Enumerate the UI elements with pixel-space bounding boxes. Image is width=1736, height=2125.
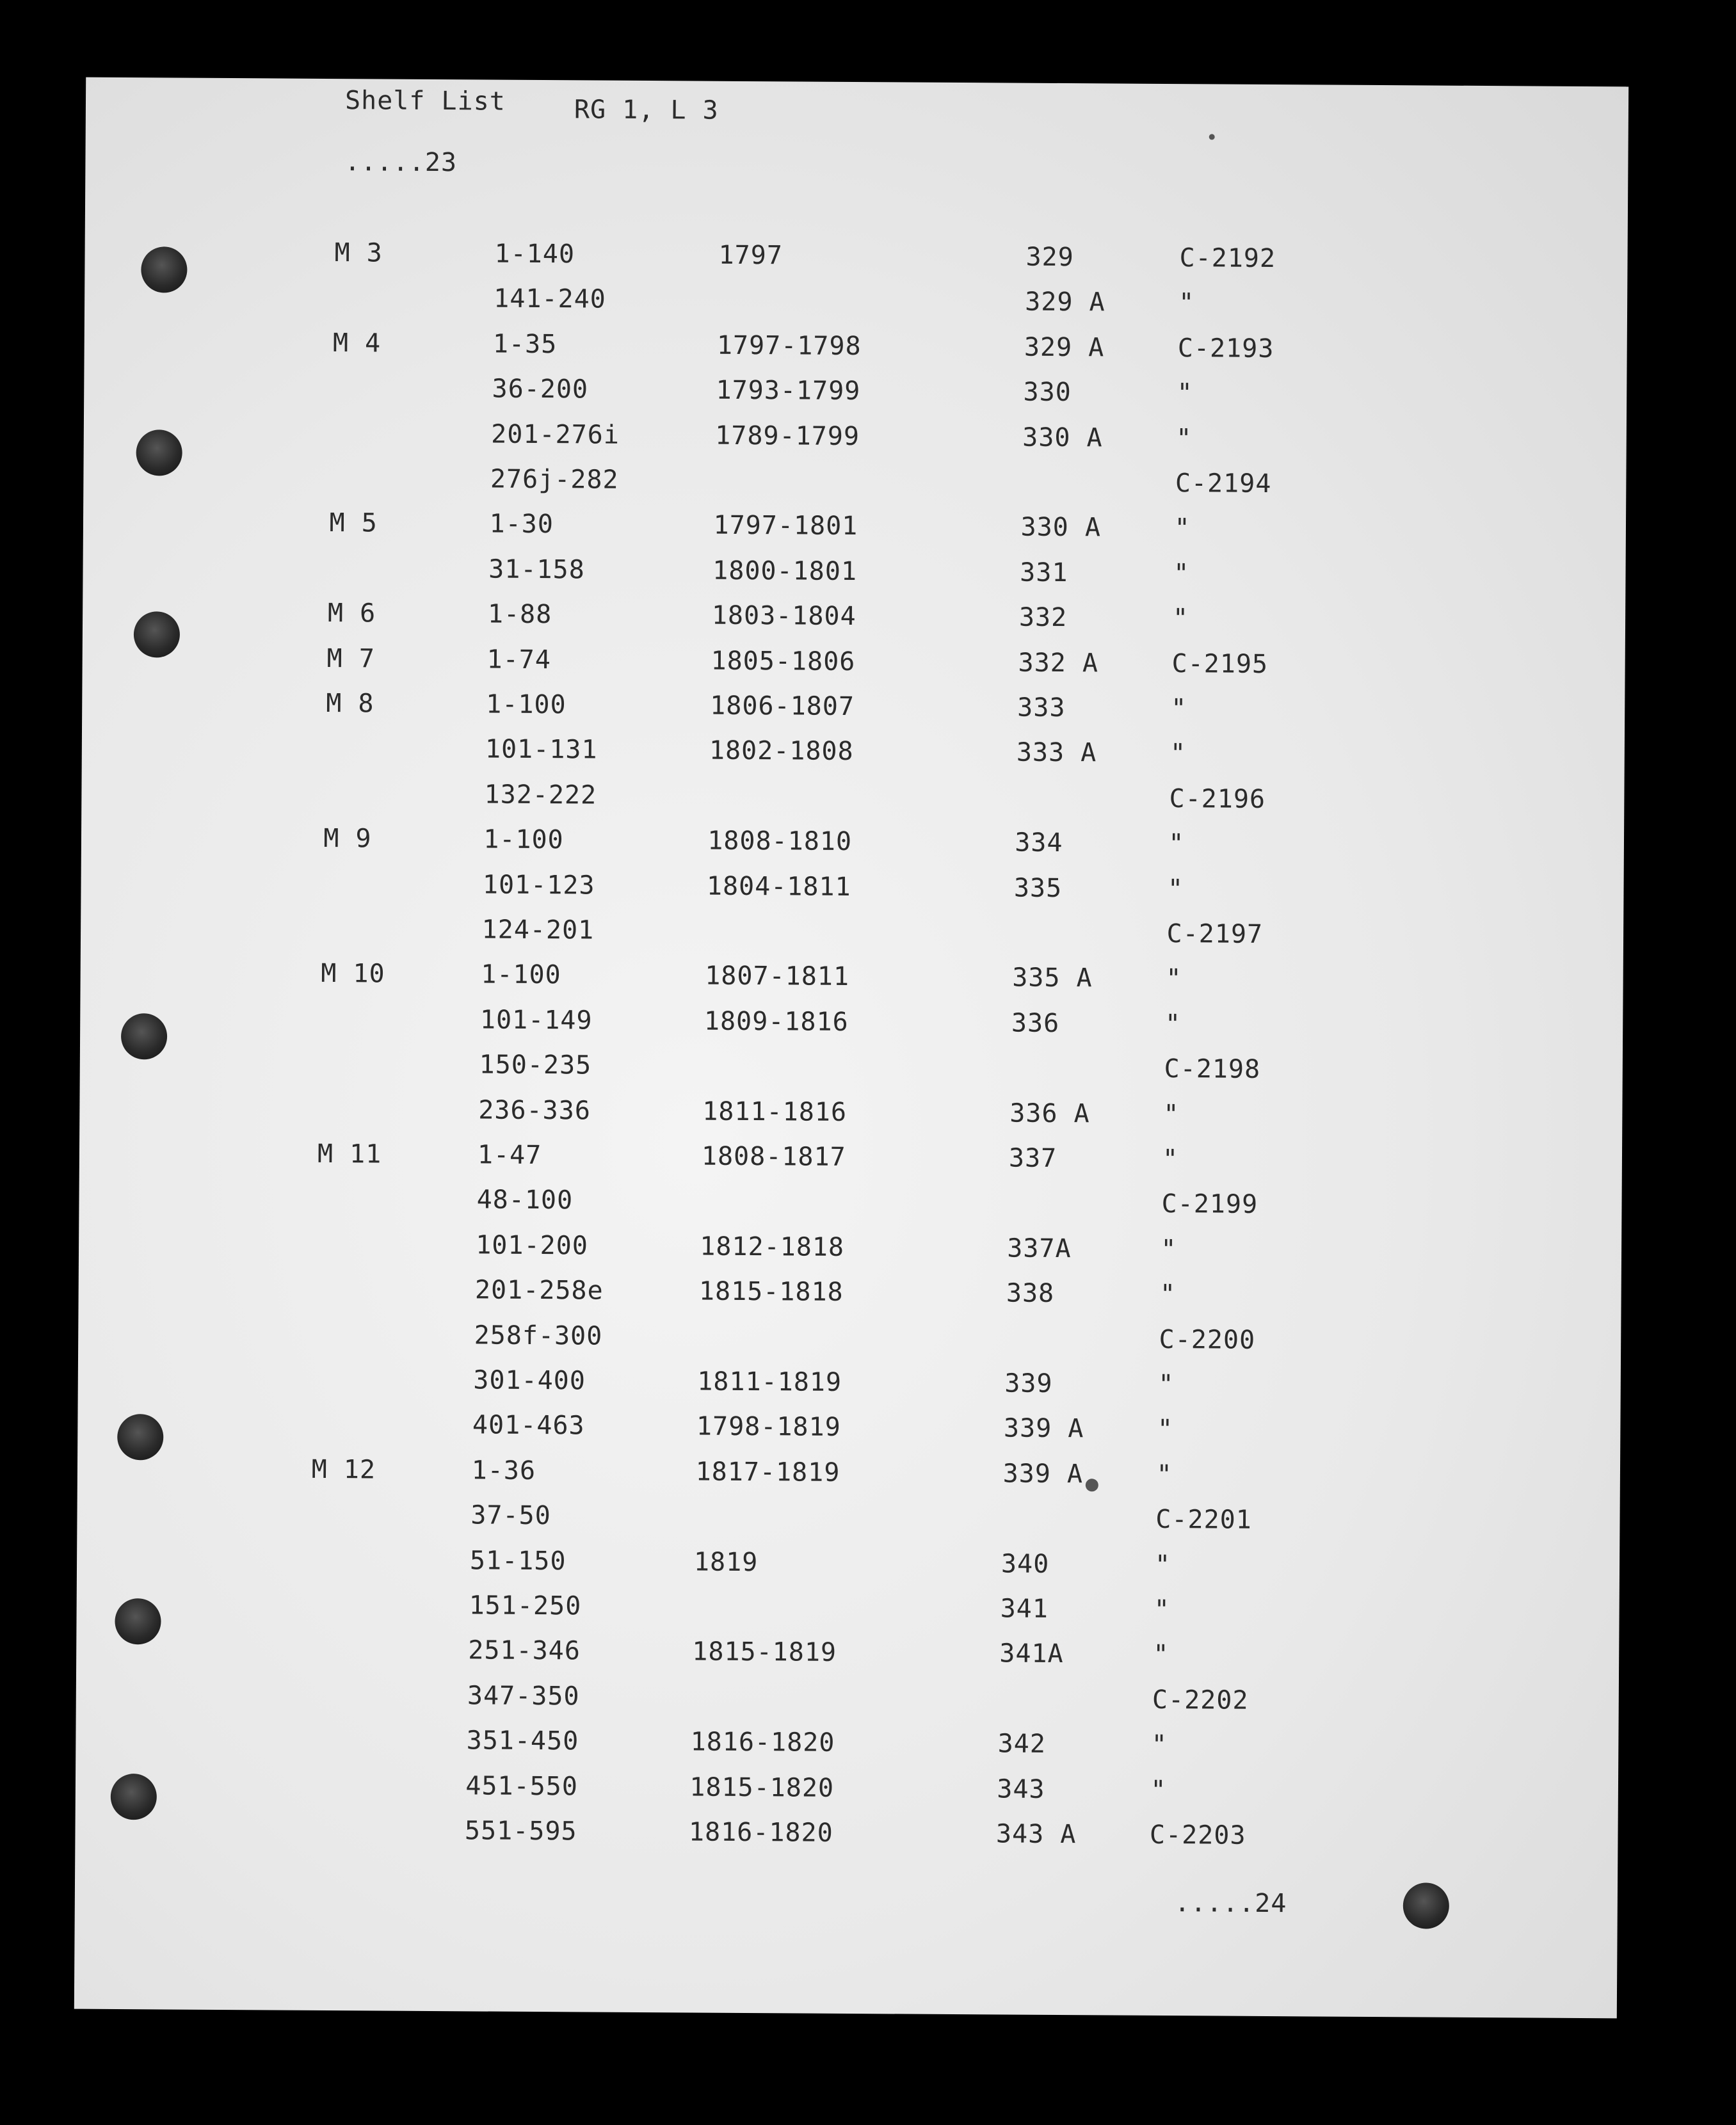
range-cell: 201-258e <box>474 1275 604 1306</box>
reel-cell: " <box>1173 558 1190 589</box>
range-cell: 132-222 <box>484 780 597 810</box>
volume-cell: 342 <box>997 1729 1047 1760</box>
volume-cell: 341A <box>999 1639 1064 1669</box>
table-row <box>81 869 1623 917</box>
range-cell: 351-450 <box>466 1726 579 1756</box>
range-cell: 1-140 <box>494 239 575 269</box>
date-cell: 1815-1820 <box>689 1772 835 1803</box>
table-row <box>81 915 1623 963</box>
reel-cell: " <box>1157 1415 1174 1445</box>
volume-cell: 329 A <box>1024 332 1105 363</box>
table-row <box>82 644 1625 692</box>
reel-cell: C-2198 <box>1164 1054 1261 1085</box>
range-cell: 150-235 <box>479 1050 592 1080</box>
volume-cell: 341 <box>1000 1594 1049 1624</box>
volume-cell: 336 A <box>1009 1098 1090 1128</box>
volume-cell: 333 A <box>1016 737 1097 768</box>
date-cell: 1803-1804 <box>711 600 856 632</box>
table-row <box>84 328 1627 376</box>
series-cell: M 10 <box>321 959 385 989</box>
volume-cell: 335 <box>1013 873 1063 903</box>
reel-cell: C-2193 <box>1177 333 1274 364</box>
date-cell: 1816-1820 <box>688 1817 833 1848</box>
reel-cell: C-2201 <box>1155 1505 1252 1536</box>
table-row <box>81 779 1624 827</box>
reel-cell: C-2202 <box>1152 1685 1249 1715</box>
date-cell: 1819 <box>693 1547 759 1577</box>
table-row <box>78 1275 1621 1323</box>
table-row <box>80 959 1623 1007</box>
series-cell: M 12 <box>311 1454 376 1485</box>
document-page <box>74 77 1628 2019</box>
volume-cell: 337 <box>1008 1143 1057 1173</box>
volume-cell: 335 A <box>1012 963 1093 993</box>
reel-cell: " <box>1168 829 1185 859</box>
series-cell: M 4 <box>332 328 382 358</box>
record-group-reference: RG 1, L 3 <box>574 95 719 125</box>
range-cell: 1-30 <box>489 509 554 540</box>
binder-hole <box>1403 1882 1449 1929</box>
reel-cell: " <box>1171 694 1187 724</box>
range-cell: 201-276i <box>491 419 620 450</box>
series-cell: M 5 <box>329 508 378 538</box>
table-row <box>78 1320 1621 1368</box>
range-cell: 124-201 <box>481 915 595 945</box>
range-cell: 1-100 <box>486 689 567 720</box>
volume-cell: 334 <box>1015 828 1063 858</box>
range-cell: 48-100 <box>476 1185 574 1215</box>
range-cell: 101-149 <box>479 1005 593 1036</box>
series-cell: M 3 <box>334 238 383 268</box>
table-row <box>77 1500 1619 1548</box>
next-page-marker: .....24 <box>1174 1888 1287 1919</box>
range-cell: 1-100 <box>483 824 564 855</box>
volume-cell: 332 A <box>1018 648 1099 678</box>
reel-cell: " <box>1151 1730 1168 1760</box>
table-row <box>79 1095 1622 1143</box>
volume-cell: 330 <box>1023 377 1072 408</box>
table-row <box>84 284 1627 332</box>
date-cell: 1815-1818 <box>698 1276 844 1308</box>
date-cell: 1797-1801 <box>713 511 858 541</box>
volume-cell: 339 A <box>1002 1459 1084 1489</box>
range-cell: 101-123 <box>482 870 595 901</box>
volume-cell: 329 A <box>1025 287 1105 317</box>
reel-cell: " <box>1150 1775 1167 1805</box>
volume-cell: 331 <box>1020 557 1068 588</box>
table-row <box>82 689 1625 737</box>
table-row <box>76 1635 1619 1683</box>
volume-cell: 330 A <box>1020 512 1102 543</box>
reel-cell: " <box>1159 1279 1177 1310</box>
date-cell: 1811-1816 <box>702 1096 848 1127</box>
range-cell: 141-240 <box>494 284 606 315</box>
volume-cell: 343 A <box>995 1819 1077 1850</box>
series-cell: M 6 <box>327 598 376 629</box>
table-row <box>84 419 1627 467</box>
range-cell: 151-250 <box>469 1591 582 1621</box>
range-cell: 101-200 <box>476 1230 589 1261</box>
reel-cell: C-2194 <box>1175 469 1272 499</box>
date-cell: 1797-1798 <box>716 330 862 361</box>
volume-cell: 333 <box>1017 693 1066 723</box>
date-cell: 1805-1806 <box>711 646 856 677</box>
table-row <box>79 1140 1622 1188</box>
date-cell: 1806-1807 <box>710 691 855 722</box>
table-row <box>83 554 1625 602</box>
volume-cell: 339 <box>1004 1368 1053 1399</box>
table-row <box>76 1726 1618 1774</box>
table-row <box>77 1455 1620 1503</box>
date-cell: 1797 <box>718 240 784 271</box>
date-cell: 1798-1819 <box>696 1411 841 1443</box>
date-cell: 1807-1811 <box>705 961 850 992</box>
date-cell: 1816-1820 <box>690 1727 835 1758</box>
range-cell: 1-88 <box>487 599 552 630</box>
volume-cell: 339 A <box>1003 1413 1084 1444</box>
date-cell: 1793-1799 <box>716 375 861 406</box>
reel-cell: " <box>1158 1369 1175 1400</box>
volume-cell: 336 <box>1011 1008 1060 1038</box>
table-row <box>80 1004 1623 1052</box>
date-cell: 1815-1819 <box>692 1637 837 1668</box>
date-cell: 1804-1811 <box>706 871 851 902</box>
reel-cell: " <box>1176 423 1193 453</box>
reel-cell: " <box>1162 1144 1179 1175</box>
date-cell: 1811-1819 <box>697 1367 842 1397</box>
reel-cell: " <box>1161 1234 1177 1264</box>
volume-cell: 338 <box>1006 1278 1055 1309</box>
series-cell: M 8 <box>326 688 374 719</box>
reel-cell: " <box>1177 378 1193 408</box>
range-cell: 1-35 <box>492 329 558 359</box>
range-cell: 36-200 <box>492 374 589 405</box>
reel-cell: " <box>1153 1640 1169 1670</box>
table-row <box>76 1680 1619 1728</box>
range-cell: 451-550 <box>465 1770 579 1802</box>
date-cell: 1817-1819 <box>695 1457 840 1488</box>
range-cell: 1-36 <box>471 1455 536 1486</box>
table-row <box>77 1410 1620 1458</box>
table-row <box>83 464 1626 512</box>
reel-cell: C-2195 <box>1171 648 1269 679</box>
table-row <box>76 1770 1618 1818</box>
date-cell: 1802-1808 <box>709 736 854 767</box>
reel-cell: " <box>1156 1459 1173 1489</box>
range-cell: 37-50 <box>470 1500 551 1531</box>
series-cell: M 11 <box>317 1139 382 1169</box>
volume-cell: 343 <box>997 1774 1045 1804</box>
table-row <box>84 239 1627 287</box>
reel-cell: " <box>1153 1594 1170 1625</box>
volume-cell: 340 <box>1001 1549 1050 1579</box>
date-cell: 1809-1816 <box>703 1006 849 1037</box>
table-row <box>79 1185 1621 1233</box>
range-cell: 401-463 <box>472 1410 585 1441</box>
reel-cell: " <box>1164 1009 1182 1039</box>
range-cell: 236-336 <box>478 1095 591 1126</box>
table-row <box>82 734 1625 782</box>
volume-cell: 329 <box>1025 242 1074 273</box>
reel-cell: " <box>1169 739 1187 769</box>
date-cell: 1808-1810 <box>707 826 853 857</box>
table-row <box>80 1050 1623 1098</box>
table-row <box>75 1816 1618 1864</box>
date-cell: 1800-1801 <box>712 556 858 586</box>
volume-cell: 330 A <box>1022 422 1103 453</box>
range-cell: 1-100 <box>481 959 561 990</box>
table-row <box>78 1365 1621 1413</box>
range-cell: 551-595 <box>464 1816 577 1847</box>
date-cell: 1808-1817 <box>701 1141 846 1172</box>
reel-cell: C-2192 <box>1179 243 1276 274</box>
reel-cell: " <box>1167 874 1184 904</box>
reel-cell: " <box>1163 1099 1180 1129</box>
series-cell: M 7 <box>326 643 375 674</box>
range-cell: 1-74 <box>486 645 552 675</box>
range-cell: 347-350 <box>467 1681 580 1712</box>
range-cell: 258f-300 <box>474 1320 603 1351</box>
reel-cell: " <box>1166 964 1182 994</box>
table-row <box>79 1230 1621 1278</box>
reel-cell: " <box>1174 513 1191 543</box>
table-row <box>77 1545 1619 1593</box>
series-cell: M 9 <box>323 824 372 854</box>
range-cell: 1-47 <box>477 1140 542 1171</box>
document-title: Shelf List <box>344 86 506 116</box>
reel-cell: C-2200 <box>1159 1324 1256 1355</box>
reel-cell: " <box>1172 604 1189 634</box>
volume-cell: 332 <box>1018 602 1068 633</box>
range-cell: 101-131 <box>485 734 598 765</box>
table-row <box>81 824 1624 872</box>
table-row <box>83 599 1625 647</box>
table-row <box>76 1591 1619 1639</box>
previous-page-marker: .....23 <box>344 147 458 178</box>
range-cell: 31-158 <box>488 554 585 585</box>
date-cell: 1789-1799 <box>715 421 860 451</box>
range-cell: 276j-282 <box>490 464 619 495</box>
reel-cell: " <box>1154 1550 1171 1580</box>
reel-cell: C-2199 <box>1161 1189 1258 1220</box>
range-cell: 251-346 <box>468 1635 581 1666</box>
table-row <box>83 509 1626 557</box>
table-row <box>84 374 1627 422</box>
reel-cell: C-2197 <box>1166 919 1264 949</box>
range-cell: 301-400 <box>473 1365 586 1396</box>
volume-cell: 337A <box>1007 1233 1072 1263</box>
reel-cell: C-2196 <box>1169 783 1266 814</box>
reel-cell: " <box>1178 288 1195 318</box>
range-cell: 51-150 <box>469 1545 567 1576</box>
reel-cell: C-2203 <box>1149 1820 1246 1850</box>
date-cell: 1812-1818 <box>700 1231 845 1262</box>
